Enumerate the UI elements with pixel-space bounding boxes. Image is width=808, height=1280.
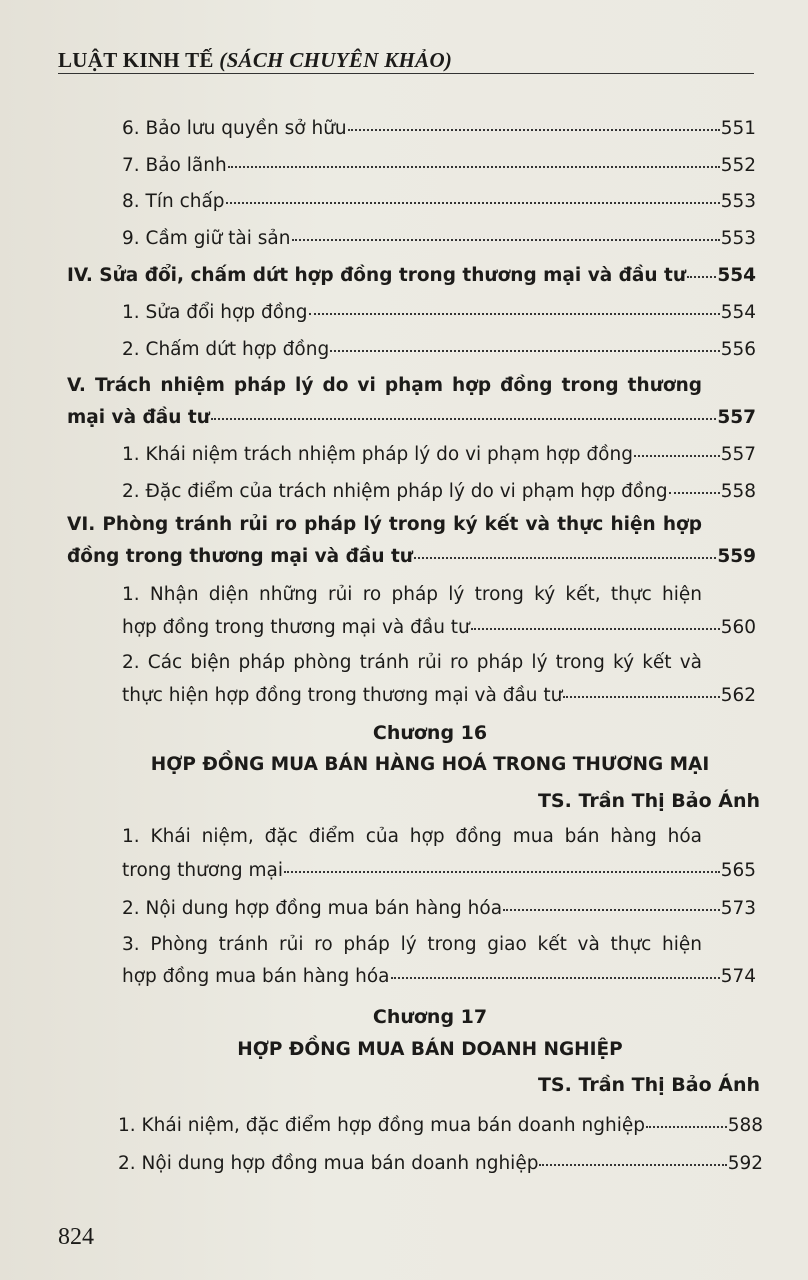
toc-page: 554 [720,302,756,323]
toc-entry-line1: 1. Nhận diện những rủi ro pháp lý trong ký kết, thực hiện [122,584,702,605]
toc-entry: 2. Đặc điểm của trách nhiệm pháp lý do vi phạm hợp đồng 558 [122,481,756,502]
toc-page: 557 [717,407,756,428]
toc-entry: 1. Khái niệm trách nhiệm pháp lý do vi phạm hợp đồng 557 [122,444,756,465]
chapter-label: Chương 16 [372,722,488,744]
toc-page: 556 [720,339,756,360]
toc-page: 559 [717,546,756,567]
toc-page: 560 [720,617,756,638]
toc-entry: thực hiện hợp đồng trong thương mại và đầu tư 562 [122,685,756,706]
toc-entry: 8. Tín chấp 553 [122,191,756,212]
toc-entry: 2. Chấm dứt hợp đồng 556 [122,339,756,360]
toc-section-heading: IV. Sửa đổi, chấm dứt hợp đồng trong thương mại và đầu tư 554 [67,265,756,286]
toc-section-heading: đồng trong thương mại và đầu tư 559 [67,546,756,567]
chapter-author: TS. Trần Thị Bảo Ánh [537,1074,760,1096]
header-rule [58,73,754,74]
toc-entry: 2. Nội dung hợp đồng mua bán hàng hóa 573 [122,898,756,919]
toc-entry: 6. Bảo lưu quyền sở hữu 551 [122,118,756,139]
toc-entry-line1: 1. Khái niệm, đặc điểm của hợp đồng mua bán hàng hóa [122,826,702,847]
toc-entry: hợp đồng trong thương mại và đầu tư 560 [122,617,756,638]
toc-entry: trong thương mại 565 [122,860,756,881]
toc-page: 552 [720,155,756,176]
toc-page: 573 [720,898,756,919]
header-title: LUẬT KINH TẾ [58,48,214,72]
toc-entry-line1: 2. Các biện pháp phòng tránh rủi ro pháp lý trong ký kết và [122,652,702,673]
toc-entry: 1. Khái niệm, đặc điểm hợp đồng mua bán doanh nghiệp 588 [118,1115,763,1136]
toc-entry: 9. Cầm giữ tài sản 553 [122,228,756,249]
toc-page: 565 [720,860,756,881]
toc-entry: 1. Sửa đổi hợp đồng 554 [122,302,756,323]
toc-entry-line1: 3. Phòng tránh rủi ro pháp lý trong giao kết và thực hiện [122,934,702,955]
toc-page: 551 [720,118,756,139]
page-number: 824 [58,1224,94,1250]
chapter-label: Chương 17 [372,1006,488,1028]
toc-entry: 7. Bảo lãnh 552 [122,155,756,176]
toc-section-heading-line1: V. Trách nhiệm pháp lý do vi phạm hợp đồng trong thương [67,375,702,396]
toc-page: 592 [727,1153,763,1174]
toc-page: 562 [720,685,756,706]
toc-page: 558 [720,481,756,502]
toc-entry: hợp đồng mua bán hàng hóa 574 [122,966,756,987]
chapter-title: HỢP ĐỒNG MUA BÁN HÀNG HOÁ TRONG THƯƠNG MẠI [150,754,710,775]
toc-page: 574 [720,966,756,987]
toc-section-heading: mại và đầu tư 557 [67,407,756,428]
header-subtitle: (SÁCH CHUYÊN KHẢO) [219,48,453,72]
toc-entry: 2. Nội dung hợp đồng mua bán doanh nghiệp 592 [118,1153,763,1174]
toc-section-heading-line1: VI. Phòng tránh rủi ro pháp lý trong ký kết và thực hiện hợp [67,514,702,535]
toc-page: 553 [720,228,756,249]
chapter-author: TS. Trần Thị Bảo Ánh [537,790,760,812]
toc-page: 557 [720,444,756,465]
toc-page: 553 [720,191,756,212]
running-header [58,48,452,73]
chapter-title: HỢP ĐỒNG MUA BÁN DOANH NGHIỆP [237,1039,623,1060]
toc-page: 588 [727,1115,763,1136]
toc-page: 554 [717,265,756,286]
